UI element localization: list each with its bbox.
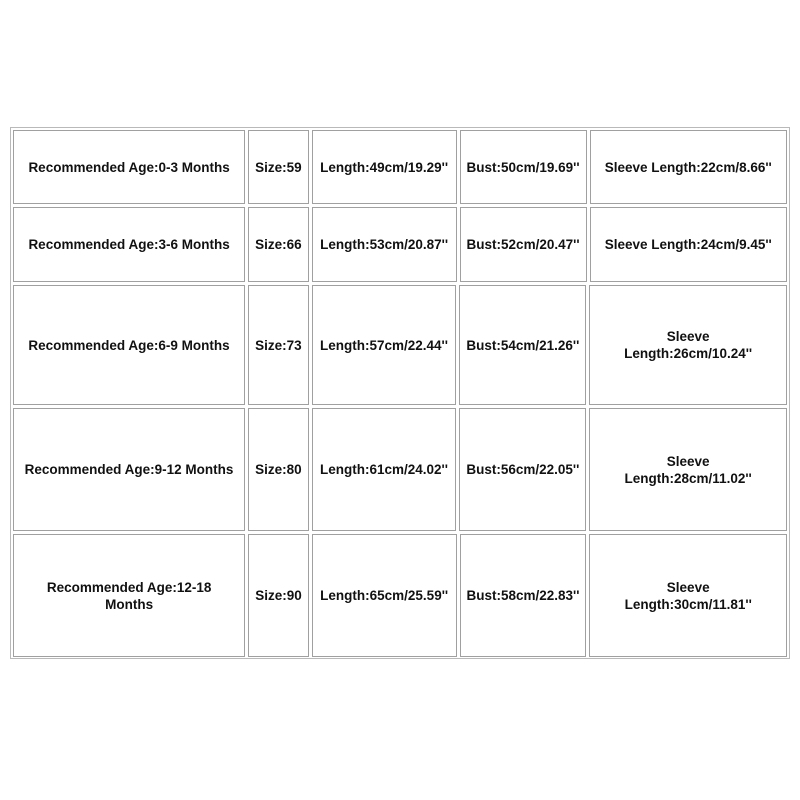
length-cell: Length:57cm/22.44''	[312, 285, 457, 405]
size-cell: Size:80	[248, 408, 309, 531]
bust-cell: Bust:58cm/22.83''	[460, 534, 587, 657]
size-cell: Size:73	[248, 285, 309, 405]
table-row	[13, 408, 787, 531]
sleeve-length-cell: Sleeve Length:30cm/11.81''	[589, 534, 787, 657]
age-cell: Recommended Age:12-18 Months	[13, 534, 245, 657]
length-cell: Length:49cm/19.29''	[312, 130, 457, 204]
age-cell: Recommended Age:9-12 Months	[13, 408, 245, 531]
table-row	[13, 534, 787, 657]
length-cell: Length:61cm/24.02''	[312, 408, 457, 531]
size-chart-table	[10, 127, 790, 659]
table-row	[13, 130, 787, 204]
sleeve-length-cell: Sleeve Length:24cm/9.45''	[590, 207, 787, 282]
sleeve-length-cell: Sleeve Length:26cm/10.24''	[589, 285, 787, 405]
age-cell: Recommended Age:3-6 Months	[13, 207, 245, 282]
bust-cell: Bust:54cm/21.26''	[459, 285, 586, 405]
size-cell: Size:66	[248, 207, 309, 282]
table-row	[13, 285, 787, 405]
bust-cell: Bust:56cm/22.05''	[459, 408, 586, 531]
age-cell: Recommended Age:0-3 Months	[13, 130, 245, 204]
bust-cell: Bust:50cm/19.69''	[460, 130, 587, 204]
bust-cell: Bust:52cm/20.47''	[460, 207, 587, 282]
sleeve-length-cell: Sleeve Length:22cm/8.66''	[590, 130, 787, 204]
table-row	[13, 207, 787, 282]
sleeve-length-cell: Sleeve Length:28cm/11.02''	[589, 408, 787, 531]
length-cell: Length:65cm/25.59''	[312, 534, 457, 657]
age-cell: Recommended Age:6-9 Months	[13, 285, 245, 405]
size-cell: Size:90	[248, 534, 309, 657]
size-cell: Size:59	[248, 130, 309, 204]
length-cell: Length:53cm/20.87''	[312, 207, 457, 282]
